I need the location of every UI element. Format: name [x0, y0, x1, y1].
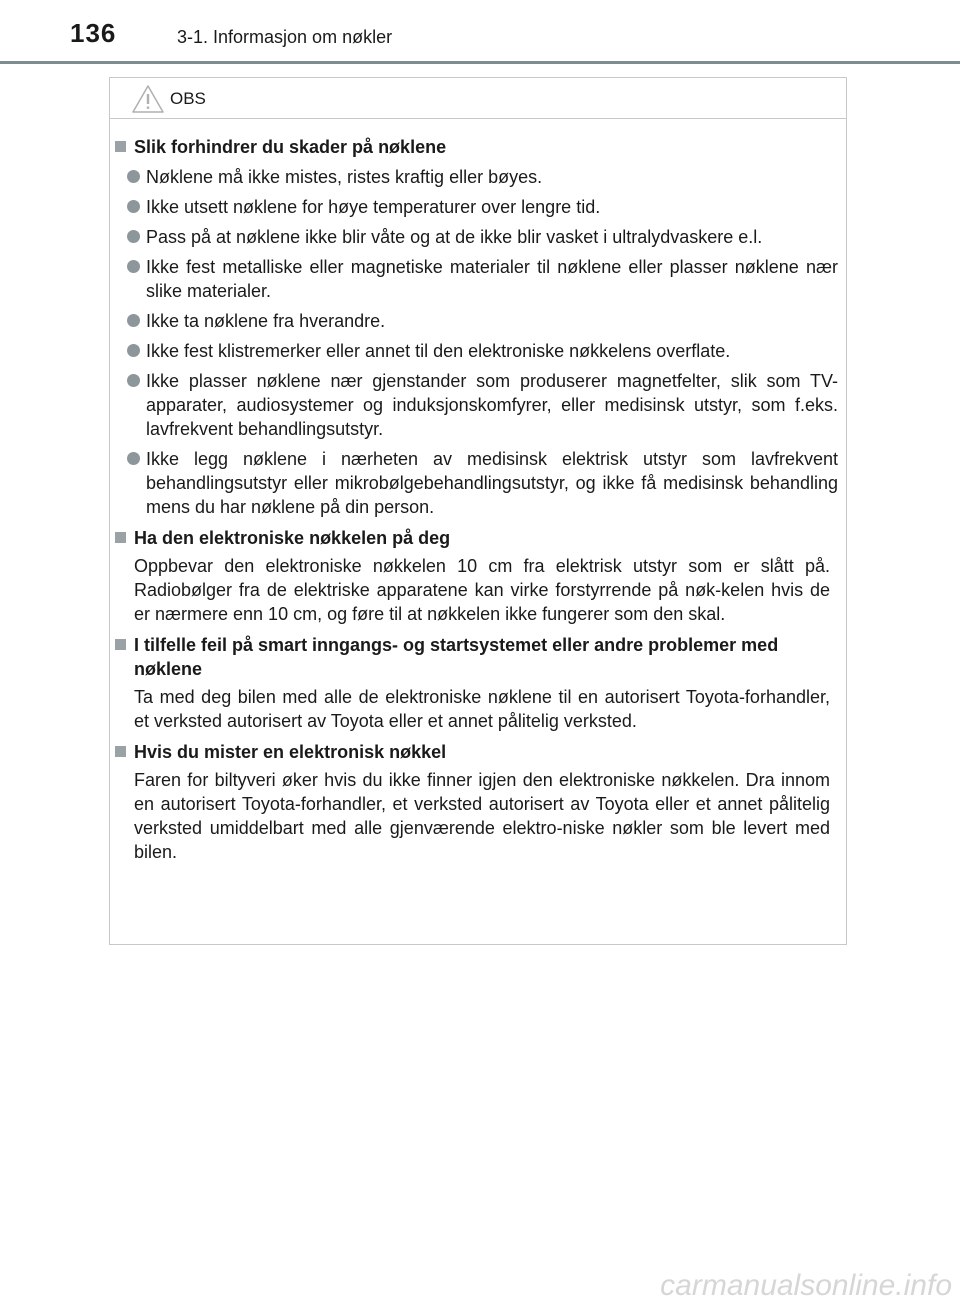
section-carry-key: [110, 526, 838, 626]
square-bullet-icon: [115, 639, 126, 650]
list-item: Pass på at nøklene ikke blir våte og at de ikke blir vasket i ultralydvaskere e.l.: [110, 225, 838, 249]
list-item: Ikke utsett nøklene for høye temperaturer over lengre tid.: [110, 195, 838, 219]
list-item: Ikke legg nøklene i nærheten av medisinsk elektrisk utstyr som lavfrekvent behandlingsutstyr eller mikrobølgebehandlingsutstyr, og ikke få medisinsk behandling mens du har nøklene på din person.: [110, 447, 838, 519]
section-heading: Slik forhindrer du skader på nøklene: [110, 135, 838, 159]
section-key-damage: [110, 135, 838, 519]
caution-box: [109, 77, 847, 945]
section-paragraph: Faren for biltyveri øker hvis du ikke finner igjen den elektroniske nøkkelen. Dra innom en autorisert Toyota-forhandler, et verksted autorisert av Toyota eller et annet pålitelig verksted umiddelbart med alle gjenværende elektro-niske nøkler som ble levert med bilen.: [134, 770, 830, 862]
chapter-title: 3-1. Informasjon om nøkler: [177, 27, 393, 47]
section-lost-key: [110, 740, 838, 864]
list-item: Ikke ta nøklene fra hverandre.: [110, 309, 838, 333]
caution-header: [110, 78, 846, 119]
square-bullet-icon: [115, 141, 126, 152]
round-bullet-icon: [127, 374, 140, 387]
caution-title: OBS: [170, 89, 206, 108]
header-divider: [0, 61, 960, 64]
list-item: Ikke plasser nøklene nær gjenstander som produserer magnetfelter, slik som TV-apparater, audiosystemer og induksjonskomfyrer, eller medisinsk utstyr, som f.eks. lavfrekvent behandlingsutstyr.: [110, 369, 838, 441]
section-heading: I tilfelle feil på smart inngangs- og startsystemet eller andre problemer med nøklene: [110, 633, 838, 681]
round-bullet-icon: [127, 314, 140, 327]
round-bullet-icon: [127, 452, 140, 465]
watermark: carmanualsonline.info: [660, 1269, 952, 1302]
square-bullet-icon: [115, 746, 126, 757]
section-paragraph: Oppbevar den elektroniske nøkkelen 10 cm fra elektrisk utstyr som er slått på. Radiobølger fra de elektriske apparatene kan virke forstyrrende på nøk-kelen hvis de er nærmere enn 10 cm, og føre til at nøkkelen ikke fungerer som den skal.: [134, 556, 830, 624]
section-paragraph: Ta med deg bilen med alle de elektroniske nøklene til en autorisert Toyota-forhandler, et verksted autorisert av Toyota eller et annet pålitelig verksted.: [134, 687, 830, 731]
list-item: Ikke fest metalliske eller magnetiske materialer til nøklene eller plasser nøklene nær slike materialer.: [110, 255, 838, 303]
list-item: Ikke fest klistremerker eller annet til den elektroniske nøkkelens overflate.: [110, 339, 838, 363]
section-system-fault: [110, 633, 838, 733]
round-bullet-icon: [127, 344, 140, 357]
caution-body: [110, 119, 846, 864]
list-item: Nøklene må ikke mistes, ristes kraftig eller bøyes.: [110, 165, 838, 189]
round-bullet-icon: [127, 170, 140, 183]
round-bullet-icon: [127, 230, 140, 243]
section-heading: Ha den elektroniske nøkkelen på deg: [110, 526, 838, 550]
section-heading: Hvis du mister en elektronisk nøkkel: [110, 740, 838, 764]
page-number: 136: [70, 18, 117, 48]
warning-triangle-icon: [131, 84, 165, 114]
round-bullet-icon: [127, 260, 140, 273]
square-bullet-icon: [115, 532, 126, 543]
round-bullet-icon: [127, 200, 140, 213]
